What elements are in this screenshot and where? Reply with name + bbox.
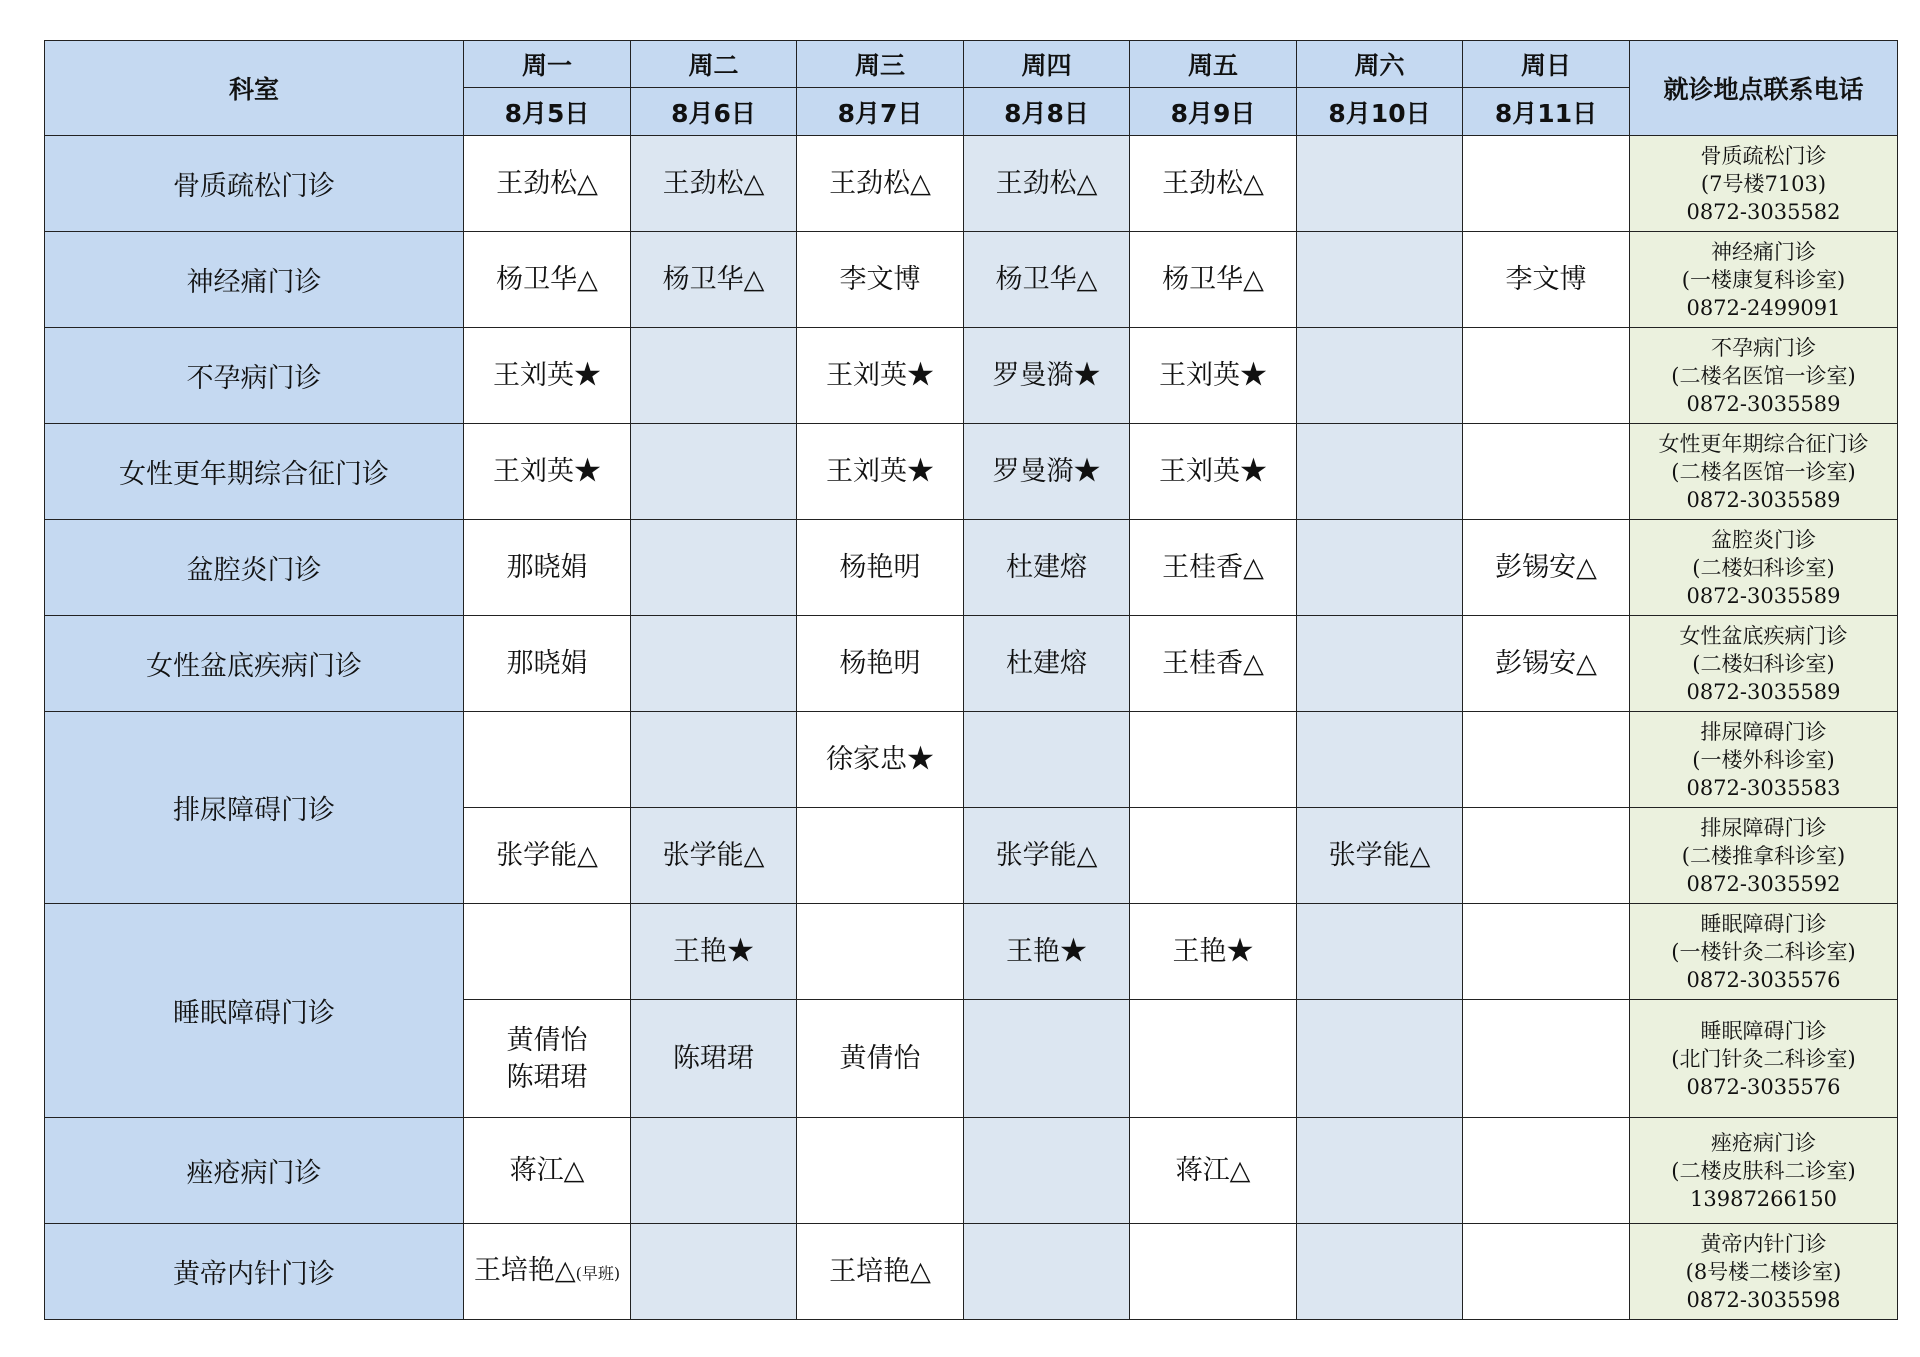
doctor-cell (797, 808, 964, 904)
doctor-cell (1297, 616, 1463, 712)
doctor-cell (464, 712, 631, 808)
doctor-cell (964, 1224, 1130, 1320)
date-header: 8月9日 (1130, 88, 1297, 136)
weekday-header: 周六 (1297, 41, 1463, 88)
date-header: 8月5日 (464, 88, 631, 136)
doctor-cell (631, 424, 797, 520)
doctor-cell (1297, 136, 1463, 232)
doctor-cell: 彭锡安△ (1463, 616, 1630, 712)
doctor-cell (1130, 1224, 1297, 1320)
weekday-header: 周三 (797, 41, 964, 88)
contact-info: 痤疮病门诊 (二楼皮肤科二诊室) 13987266150 (1630, 1118, 1898, 1224)
date-header: 8月6日 (631, 88, 797, 136)
date-header: 8月11日 (1463, 88, 1630, 136)
table-row (45, 328, 1898, 424)
doctor-cell: 蒋江△ (464, 1118, 631, 1224)
department-name: 女性更年期综合征门诊 (45, 424, 464, 520)
weekday-header: 周二 (631, 41, 797, 88)
clinic-schedule-table (44, 40, 1898, 1320)
doctor-cell (1297, 520, 1463, 616)
doctor-cell (1463, 1224, 1630, 1320)
doctor-cell: 王劲松△ (1130, 136, 1297, 232)
doctor-cell: 王桂香△ (1130, 616, 1297, 712)
doctor-cell: 王艳★ (631, 904, 797, 1000)
weekday-header: 周日 (1463, 41, 1630, 88)
weekday-header: 周一 (464, 41, 631, 88)
doctor-cell: 黄倩怡 (797, 1000, 964, 1118)
doctor-cell: 黄倩怡 陈珺珺 (464, 1000, 631, 1118)
table-row (45, 712, 1898, 808)
doctor-cell (964, 712, 1130, 808)
schedule-body (45, 136, 1898, 1320)
doctor-cell (797, 904, 964, 1000)
doctor-cell (1463, 1000, 1630, 1118)
doctor-cell (1297, 328, 1463, 424)
contact-info: 黄帝内针门诊 (8号楼二楼诊室) 0872-3035598 (1630, 1224, 1898, 1320)
department-name: 神经痛门诊 (45, 232, 464, 328)
contact-info: 女性盆底疾病门诊 (二楼妇科诊室) 0872-3035589 (1630, 616, 1898, 712)
doctor-cell: 王艳★ (964, 904, 1130, 1000)
department-name: 痤疮病门诊 (45, 1118, 464, 1224)
table-row (45, 424, 1898, 520)
doctor-cell: 王培艳△(早班) (464, 1224, 631, 1320)
doctor-cell: 杨卫华△ (1130, 232, 1297, 328)
doctor-cell (964, 1000, 1130, 1118)
contact-column-header: 就诊地点联系电话 (1630, 41, 1898, 136)
doctor-cell: 张学能△ (1297, 808, 1463, 904)
table-row (45, 232, 1898, 328)
doctor-cell (1463, 808, 1630, 904)
doctor-cell: 杨艳明 (797, 616, 964, 712)
doctor-cell: 王劲松△ (964, 136, 1130, 232)
doctor-cell: 李文博 (1463, 232, 1630, 328)
doctor-cell: 杨卫华△ (964, 232, 1130, 328)
doctor-cell (964, 1118, 1130, 1224)
doctor-cell: 罗曼漪★ (964, 328, 1130, 424)
weekday-header: 周五 (1130, 41, 1297, 88)
doctor-cell: 李文博 (797, 232, 964, 328)
weekday-header: 周四 (964, 41, 1130, 88)
doctor-cell (1463, 1118, 1630, 1224)
table-row (45, 1118, 1898, 1224)
department-name: 盆腔炎门诊 (45, 520, 464, 616)
doctor-cell (1297, 1224, 1463, 1320)
doctor-cell: 王劲松△ (464, 136, 631, 232)
doctor-cell: 徐家忠★ (797, 712, 964, 808)
doctor-cell: 杜建熔 (964, 616, 1130, 712)
doctor-cell: 那晓娟 (464, 616, 631, 712)
doctor-cell: 张学能△ (464, 808, 631, 904)
doctor-cell: 杜建熔 (964, 520, 1130, 616)
doctor-cell (1297, 712, 1463, 808)
doctor-cell: 王刘英★ (1130, 328, 1297, 424)
doctor-cell (631, 1118, 797, 1224)
date-header: 8月8日 (964, 88, 1130, 136)
doctor-cell: 张学能△ (964, 808, 1130, 904)
contact-info: 排尿障碍门诊 (二楼推拿科诊室) 0872-3035592 (1630, 808, 1898, 904)
doctor-cell: 王培艳△ (797, 1224, 964, 1320)
doctor-cell (1297, 904, 1463, 1000)
doctor-cell: 王桂香△ (1130, 520, 1297, 616)
doctor-cell: 陈珺珺 (631, 1000, 797, 1118)
doctor-cell (631, 520, 797, 616)
doctor-cell: 杨卫华△ (631, 232, 797, 328)
department-name: 睡眠障碍门诊 (45, 904, 464, 1118)
contact-info: 不孕病门诊 (二楼名医馆一诊室) 0872-3035589 (1630, 328, 1898, 424)
doctor-cell (631, 328, 797, 424)
table-row (45, 904, 1898, 1000)
dept-column-header: 科室 (45, 41, 464, 136)
department-name: 女性盆底疾病门诊 (45, 616, 464, 712)
doctor-cell (1297, 1118, 1463, 1224)
doctor-cell: 王劲松△ (797, 136, 964, 232)
doctor-cell: 王艳★ (1130, 904, 1297, 1000)
table-row (45, 616, 1898, 712)
doctor-cell (1463, 424, 1630, 520)
doctor-cell (1463, 712, 1630, 808)
doctor-cell (1130, 1000, 1297, 1118)
doctor-cell (1463, 136, 1630, 232)
doctor-cell (631, 616, 797, 712)
doctor-cell: 彭锡安△ (1463, 520, 1630, 616)
contact-info: 女性更年期综合征门诊 (二楼名医馆一诊室) 0872-3035589 (1630, 424, 1898, 520)
date-header: 8月10日 (1297, 88, 1463, 136)
doctor-cell: 王刘英★ (464, 424, 631, 520)
table-row (45, 136, 1898, 232)
header-row-weekdays (45, 41, 1898, 88)
contact-info: 神经痛门诊 (一楼康复科诊室) 0872-2499091 (1630, 232, 1898, 328)
doctor-cell (1297, 1000, 1463, 1118)
doctor-cell: 王刘英★ (797, 424, 964, 520)
doctor-cell (1463, 328, 1630, 424)
doctor-cell: 张学能△ (631, 808, 797, 904)
doctor-cell: 那晓娟 (464, 520, 631, 616)
contact-info: 盆腔炎门诊 (二楼妇科诊室) 0872-3035589 (1630, 520, 1898, 616)
doctor-cell: 王刘英★ (1130, 424, 1297, 520)
doctor-cell: 王劲松△ (631, 136, 797, 232)
contact-info: 骨质疏松门诊 (7号楼7103) 0872-3035582 (1630, 136, 1898, 232)
doctor-cell (464, 904, 631, 1000)
table-row (45, 1224, 1898, 1320)
department-name: 排尿障碍门诊 (45, 712, 464, 904)
doctor-cell (1463, 904, 1630, 1000)
doctor-cell: 王刘英★ (797, 328, 964, 424)
doctor-cell: 杨艳明 (797, 520, 964, 616)
doctor-cell: 王刘英★ (464, 328, 631, 424)
doctor-cell: 杨卫华△ (464, 232, 631, 328)
doctor-cell: 罗曼漪★ (964, 424, 1130, 520)
doctor-cell (631, 712, 797, 808)
contact-info: 排尿障碍门诊 (一楼外科诊室) 0872-3035583 (1630, 712, 1898, 808)
doctor-cell (1130, 712, 1297, 808)
contact-info: 睡眠障碍门诊 (一楼针灸二科诊室) 0872-3035576 (1630, 904, 1898, 1000)
department-name: 不孕病门诊 (45, 328, 464, 424)
doctor-cell (1297, 424, 1463, 520)
doctor-cell (1297, 232, 1463, 328)
table-row (45, 520, 1898, 616)
department-name: 黄帝内针门诊 (45, 1224, 464, 1320)
department-name: 骨质疏松门诊 (45, 136, 464, 232)
contact-info: 睡眠障碍门诊 (北门针灸二科诊室) 0872-3035576 (1630, 1000, 1898, 1118)
doctor-cell (1130, 808, 1297, 904)
doctor-cell (797, 1118, 964, 1224)
date-header: 8月7日 (797, 88, 964, 136)
doctor-cell: 蒋江△ (1130, 1118, 1297, 1224)
doctor-cell (631, 1224, 797, 1320)
